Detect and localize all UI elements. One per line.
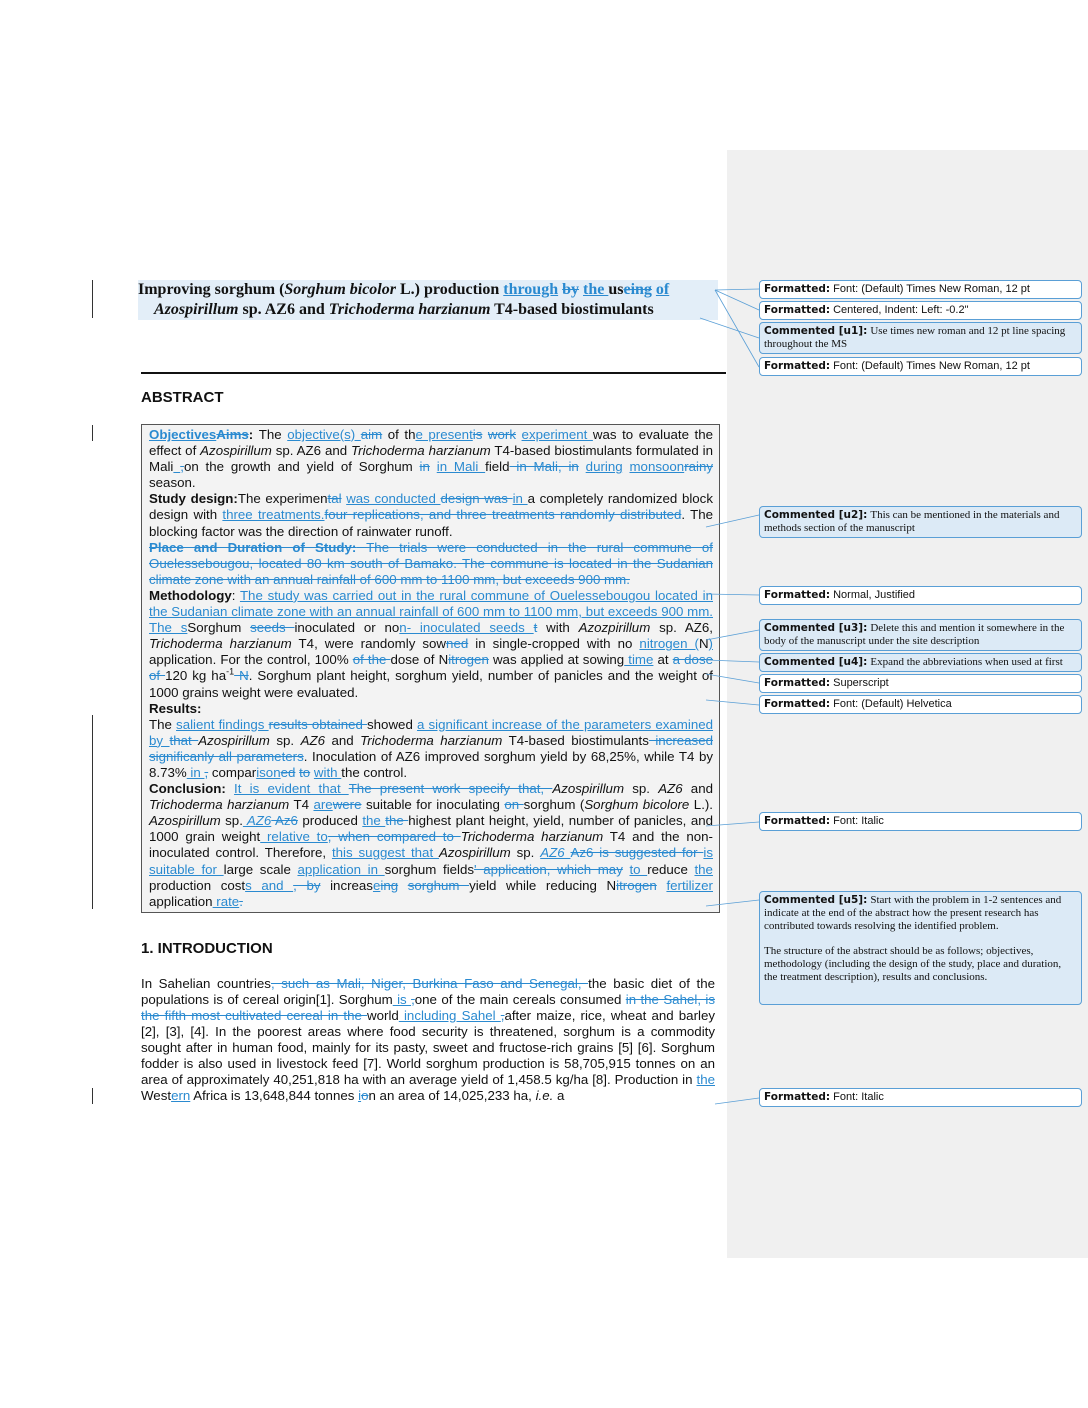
bold-text: Conclusion: bbox=[149, 781, 235, 797]
deleted-text: , when compared to bbox=[327, 829, 461, 845]
text-run: field bbox=[485, 459, 510, 475]
deleted-text: work bbox=[487, 427, 516, 442]
text-run: T4 and the non-inoculated control. Therefore, bbox=[149, 829, 713, 861]
text-run: West bbox=[141, 1088, 172, 1103]
italic-text: Azozpirillum bbox=[578, 620, 651, 636]
text-run: The experimen bbox=[237, 491, 328, 507]
inserted-text: relative to bbox=[260, 829, 328, 845]
italic-text: i.e. bbox=[535, 1088, 554, 1103]
deleted-text: , bbox=[204, 764, 209, 780]
text-run: at bbox=[653, 652, 673, 668]
text-run: . Inoculation of AZ6 improved sorghum yield by 68,25%, while T4 by 8.73% bbox=[149, 748, 713, 780]
inserted-text: this suggest that bbox=[331, 845, 440, 861]
comment-text: Font: (Default) Times New Roman, 12 pt bbox=[833, 360, 1030, 372]
inserted-text: to bbox=[629, 861, 648, 877]
superscript-text: -1 bbox=[226, 666, 235, 677]
deleted-text: ed bbox=[280, 764, 296, 780]
text-run: yield while reducing N bbox=[469, 877, 617, 893]
formatting-note[interactable] bbox=[759, 301, 1082, 320]
comment-label: Formatted: bbox=[764, 304, 831, 316]
text-run: dose bbox=[390, 652, 424, 668]
text-run: Africa is 13,648,844 tonnes bbox=[190, 1088, 359, 1103]
italic-text: Azospirillum bbox=[154, 301, 239, 318]
comment-label: Formatted: bbox=[764, 283, 831, 295]
introduction-heading: 1. INTRODUCTION bbox=[141, 940, 273, 957]
text-run: T4-based biostimulants bbox=[502, 732, 649, 748]
deleted-text: sorghum bbox=[407, 877, 470, 893]
inserted-text: the bbox=[362, 813, 386, 829]
bold-text: : bbox=[248, 427, 259, 442]
text-run: T4-based biostimulants formulated in Mali bbox=[149, 443, 713, 475]
text-run: a bbox=[553, 1088, 565, 1103]
text-run: production cost bbox=[149, 877, 246, 893]
inserted-text: i bbox=[358, 1088, 362, 1103]
deleted-text: on bbox=[504, 797, 524, 813]
text-run: and bbox=[682, 781, 713, 797]
deleted-text: ned bbox=[446, 636, 469, 652]
text-run: world bbox=[367, 1008, 399, 1023]
deleted-text: , by bbox=[293, 877, 321, 893]
deleted-text: Az6 bbox=[271, 813, 298, 829]
text-run: . The blocking factor was the direction of rainwater runoff. bbox=[149, 507, 714, 539]
text-run: sp. bbox=[220, 813, 243, 829]
text-run: one of the main cereals consumed bbox=[414, 992, 626, 1007]
italic-text: AZ6 bbox=[658, 781, 683, 797]
comment-label: Formatted: bbox=[764, 360, 831, 372]
text-run: the basic diet of the populations is of cereal origin[1]. Sorghum bbox=[141, 976, 715, 1007]
deleted-bold-text: Aims bbox=[216, 427, 249, 442]
deleted-text: to bbox=[299, 764, 311, 780]
deleted-text: itrogen bbox=[448, 652, 489, 668]
inserted-text: in Mali bbox=[436, 459, 486, 475]
deleted-text: increased significanly all parameters bbox=[149, 732, 713, 764]
text-run: after maize, rice, wheat and barley [2], [3], [4]. In the poorest areas where food security is threatened, sorghum is a commodity sought after in human food, mainly for its pasty, sweet and fructose-rich grains [5] [6]. Sorghum fodder is also used in livestock feed [7]. World sorghum production is 58,705,915 tonnes on an area of approximately 40,251,818 ha with an average yield of 1,458.5 kg/ha [8]. Production in bbox=[141, 1008, 716, 1087]
deleted-text: in bbox=[419, 459, 430, 475]
inserted-text: in bbox=[186, 764, 205, 780]
inserted-bold-text: Objectives bbox=[149, 427, 217, 442]
text-run: N bbox=[698, 636, 709, 652]
text-run: sp. bbox=[510, 845, 541, 861]
inserted-text: It is evident that bbox=[234, 781, 349, 797]
deleted-text: , such as Mali, Niger, Burkina Faso and Senegal, bbox=[270, 976, 589, 991]
inserted-text: the bbox=[696, 1072, 715, 1087]
comment-label: Formatted: bbox=[764, 677, 831, 689]
text-run: T4 bbox=[289, 797, 314, 813]
formatting-note[interactable] bbox=[759, 674, 1082, 693]
italic-text: Sorghum bicolore bbox=[584, 797, 690, 813]
formatting-note[interactable] bbox=[759, 812, 1082, 831]
formatting-note[interactable] bbox=[759, 280, 1082, 299]
formatting-note[interactable] bbox=[759, 695, 1082, 714]
text-run: a completely randomized block design with bbox=[149, 491, 713, 523]
inserted-text: s and bbox=[245, 877, 294, 893]
deleted-text: that bbox=[169, 732, 199, 748]
inserted-text: ern bbox=[171, 1088, 191, 1103]
comment-label: Commented [u4]: bbox=[764, 656, 868, 668]
inserted-text: ) bbox=[708, 636, 713, 652]
text-run: The bbox=[149, 716, 177, 732]
comment-text: Start with the problem in 1-2 sentences and indicate at the end of the abstract how the present research has contributed towards resolving the identified problem. bbox=[764, 894, 1062, 932]
inserted-text: is bbox=[392, 992, 412, 1007]
text-run: compar bbox=[208, 764, 257, 780]
review-comment[interactable] bbox=[759, 891, 1082, 1005]
deleted-text: . bbox=[239, 893, 243, 909]
text-run: sp. bbox=[624, 781, 659, 797]
text-run: T4, were randomly sow bbox=[291, 636, 447, 652]
deleted-text: t bbox=[533, 620, 538, 636]
text-run: sp. AZ6 and bbox=[238, 301, 329, 318]
text-run: produced bbox=[297, 813, 363, 829]
deleted-text: ' application, which may bbox=[474, 861, 623, 877]
comment-label: Formatted: bbox=[764, 698, 831, 710]
text-run: . Sorghum plant height, sorghum yield, number of panicles and the weight of 1000 grains weight were evaluated. bbox=[149, 668, 713, 700]
deleted-text: rainy bbox=[684, 459, 714, 475]
inserted-text: fertilizer bbox=[666, 877, 713, 893]
text-run: reduce bbox=[647, 861, 695, 877]
inserted-text: e present bbox=[415, 427, 473, 442]
inserted-text: salient findings bbox=[176, 716, 269, 732]
deleted-text: a dose of bbox=[149, 652, 713, 684]
text-run: n an area of 14,025,233 ha, bbox=[368, 1088, 536, 1103]
italic-text: AZ6 bbox=[300, 732, 325, 748]
text-run: of N bbox=[423, 652, 449, 668]
review-comment[interactable] bbox=[759, 506, 1082, 538]
inserted-text: through bbox=[503, 281, 559, 298]
italic-text: Trichoderma harzianum bbox=[460, 829, 604, 845]
deleted-bold-text: Place and Duration of Study: bbox=[149, 539, 357, 555]
deleted-text: in Mali, in bbox=[509, 459, 579, 475]
text-run: The bbox=[258, 427, 288, 442]
text-run: with bbox=[537, 620, 579, 636]
italic-text: Azospirillum bbox=[200, 443, 272, 459]
formatting-note[interactable] bbox=[759, 586, 1082, 605]
text-run: was to evaluate the effect of bbox=[149, 427, 713, 459]
inserted-text: are bbox=[313, 797, 333, 813]
inserted-text: a significant increase of the parameters examined by bbox=[149, 716, 713, 748]
text-run: increas bbox=[320, 877, 373, 893]
deleted-text: design was bbox=[440, 491, 513, 507]
italic-text: Trichoderma harzianum bbox=[351, 443, 491, 459]
inserted-text: time bbox=[624, 652, 654, 668]
italic-text: Trichoderma harzianum bbox=[149, 797, 290, 813]
comment-text: Font: (Default) Times New Roman, 12 pt bbox=[833, 283, 1030, 295]
text-run: sp. AZ6, bbox=[650, 620, 713, 636]
comment-text: Centered, Indent: Left: -0.2" bbox=[833, 304, 969, 316]
inserted-text: with bbox=[313, 764, 342, 780]
comment-text: Font: (Default) Helvetica bbox=[833, 698, 952, 710]
comment-text-2: The structure of the abstract should be as follows; objectives, methodology (including the design of the study, place and duration, the treatment description), results and conclusions. bbox=[764, 945, 1062, 983]
inserted-text: three treatments. bbox=[222, 507, 325, 523]
inserted-text: the bbox=[694, 861, 713, 877]
italic-text: Trichoderma harzianum bbox=[360, 732, 503, 748]
inserted-text: was conducted bbox=[346, 491, 441, 507]
deleted-text: in the Sahel, is the fifth most cultivated cereal in the bbox=[141, 992, 715, 1023]
deleted-text: ing bbox=[380, 877, 399, 893]
comment-text: This can be mentioned in the materials and methods section of the manuscript bbox=[764, 509, 1060, 534]
deleted-text: the bbox=[385, 813, 409, 829]
deleted-text: The trials were conducted in the rural commune of Ouelessebougou, located 80 km south of Bamako. The commune is located in the Sudanian climate zone with an annual rainfall of 600 mm to 1100 mm, but exceeds 900 mm. bbox=[149, 539, 713, 587]
inserted-text: nitrogen ( bbox=[639, 636, 699, 652]
inserted-text: ison bbox=[256, 764, 281, 780]
italic-text: Trichoderma harzianum bbox=[149, 636, 292, 652]
inserted-text: The study was carried out in the rural commune of Ouelessebougou located in the Sudanian climate zone with an annual rainfall of 600 mm to 1100 mm, but exceeds 900 mm. The s bbox=[149, 587, 713, 636]
inserted-text: is suitable for bbox=[149, 845, 713, 877]
text-run: large scale bbox=[223, 861, 298, 877]
italic-text: Azospirillum bbox=[552, 781, 625, 797]
text-run: application bbox=[149, 893, 213, 909]
deleted-text: aim bbox=[360, 427, 383, 442]
inserted-italic-text: AZ6 bbox=[540, 845, 571, 861]
comment-label: Commented [u3]: bbox=[764, 622, 868, 634]
deleted-text: of the bbox=[352, 652, 391, 668]
comment-text: Superscript bbox=[833, 677, 889, 689]
formatting-note[interactable] bbox=[759, 357, 1082, 376]
italic-text: Trichoderma harzianum bbox=[328, 301, 491, 318]
text-run: and bbox=[324, 732, 361, 748]
text-run: L.) production bbox=[395, 281, 504, 298]
text-run: L.). bbox=[689, 797, 714, 813]
deleted-text: , bbox=[500, 1008, 505, 1023]
text-run: suitable for inoculating bbox=[361, 797, 505, 813]
deleted-text: four replications, and three treatments randomly distributed bbox=[324, 507, 682, 523]
text-run: sorghum fields bbox=[384, 861, 475, 877]
comment-text: Expand the abbreviations when used at first bbox=[870, 656, 1063, 668]
text-run: us bbox=[608, 281, 624, 298]
inserted-text: of bbox=[655, 281, 670, 298]
italic-text: Azospirillum bbox=[439, 845, 511, 861]
bold-text: Study design: bbox=[149, 491, 238, 507]
deleted-text: seeds bbox=[250, 620, 295, 636]
inserted-italic-text: AZ6 bbox=[242, 813, 272, 829]
deleted-text: itrogen bbox=[616, 877, 657, 893]
text-run: : bbox=[231, 587, 240, 603]
formatting-note[interactable] bbox=[759, 1088, 1082, 1107]
deleted-text: , bbox=[180, 459, 184, 475]
comment-label: Commented [u2]: bbox=[764, 509, 868, 521]
inserted-text: application in bbox=[297, 861, 385, 877]
deleted-text: tal bbox=[327, 491, 342, 507]
inserted-text: in bbox=[512, 491, 528, 507]
text-run: highest plant height, yield, number of panicles, and 1000 grain weight bbox=[149, 813, 713, 845]
text-run: application. For the control, 100% bbox=[149, 652, 353, 668]
deleted-text: Az6 is suggested for bbox=[570, 845, 704, 861]
inserted-text: objective(s) bbox=[287, 427, 361, 442]
bold-text: Results: bbox=[149, 700, 202, 716]
italic-text: Azospirillum bbox=[198, 732, 270, 748]
deleted-text: N bbox=[234, 668, 249, 684]
comment-label: Commented [u1]: bbox=[764, 325, 868, 337]
deleted-text: o bbox=[361, 1088, 369, 1103]
review-comment[interactable] bbox=[759, 619, 1082, 651]
inserted-text: e bbox=[372, 877, 381, 893]
inserted-text: rate bbox=[212, 893, 240, 909]
deleted-text: is bbox=[472, 427, 483, 442]
inserted-text: including Sahel bbox=[398, 1008, 501, 1023]
text-run: was applied at sowing bbox=[488, 652, 625, 668]
comment-label: Formatted: bbox=[764, 815, 831, 827]
deleted-text: eing bbox=[623, 281, 652, 298]
text-run: of th bbox=[382, 427, 416, 442]
inserted-text: experiment bbox=[521, 427, 593, 442]
text-run: Improving sorghum ( bbox=[138, 281, 285, 298]
inserted-text: the bbox=[583, 281, 609, 298]
text-run: the control. bbox=[341, 764, 408, 780]
text-run: on the growth and yield of Sorghum bbox=[183, 459, 420, 475]
italic-text: Azospirillum bbox=[149, 813, 221, 829]
deleted-text: , bbox=[411, 992, 415, 1007]
comment-text: Use times new roman and 12 pt line spacing throughout the MS bbox=[764, 325, 1066, 350]
text-run: sp. bbox=[269, 732, 301, 748]
bold-text: Methodology bbox=[149, 587, 232, 603]
text-run: season. bbox=[149, 475, 196, 491]
inserted-text: monsoon bbox=[629, 459, 685, 475]
text-run: In Sahelian countries bbox=[141, 976, 271, 991]
review-comment[interactable] bbox=[759, 653, 1082, 672]
deleted-text: results obtained bbox=[268, 716, 368, 732]
deleted-text: were bbox=[332, 797, 362, 813]
comment-text: Delete this and mention it somewhere in the body of the manuscript under the site description bbox=[764, 622, 1065, 647]
comment-text: Font: Italic bbox=[833, 1091, 884, 1103]
text-run: inoculated or no bbox=[294, 620, 400, 636]
italic-text: Sorghum bicolor bbox=[284, 281, 396, 298]
abstract-heading: ABSTRACT bbox=[141, 389, 224, 406]
text-run: sp. AZ6 and bbox=[271, 443, 352, 459]
inserted-text: during bbox=[585, 459, 623, 475]
review-comment[interactable] bbox=[759, 322, 1082, 354]
text-run: in single-cropped with no bbox=[468, 636, 640, 652]
inserted-text: n- inoculated seeds bbox=[399, 620, 534, 636]
text-run: Sorghum bbox=[187, 620, 251, 636]
deleted-text: by bbox=[562, 281, 580, 298]
text-run: T4-based biostimulants bbox=[490, 301, 654, 318]
deleted-text: The present work specify that, bbox=[348, 781, 553, 797]
text-run: sorghum ( bbox=[523, 797, 585, 813]
comment-label: Formatted: bbox=[764, 1091, 831, 1103]
comment-text: Font: Italic bbox=[833, 815, 884, 827]
text-run: showed bbox=[367, 716, 417, 732]
comment-label: Commented [u5]: bbox=[764, 894, 868, 906]
comment-label: Formatted: bbox=[764, 589, 831, 601]
text-run: 120 kg ha bbox=[165, 668, 227, 684]
comment-text: Normal, Justified bbox=[833, 589, 916, 601]
